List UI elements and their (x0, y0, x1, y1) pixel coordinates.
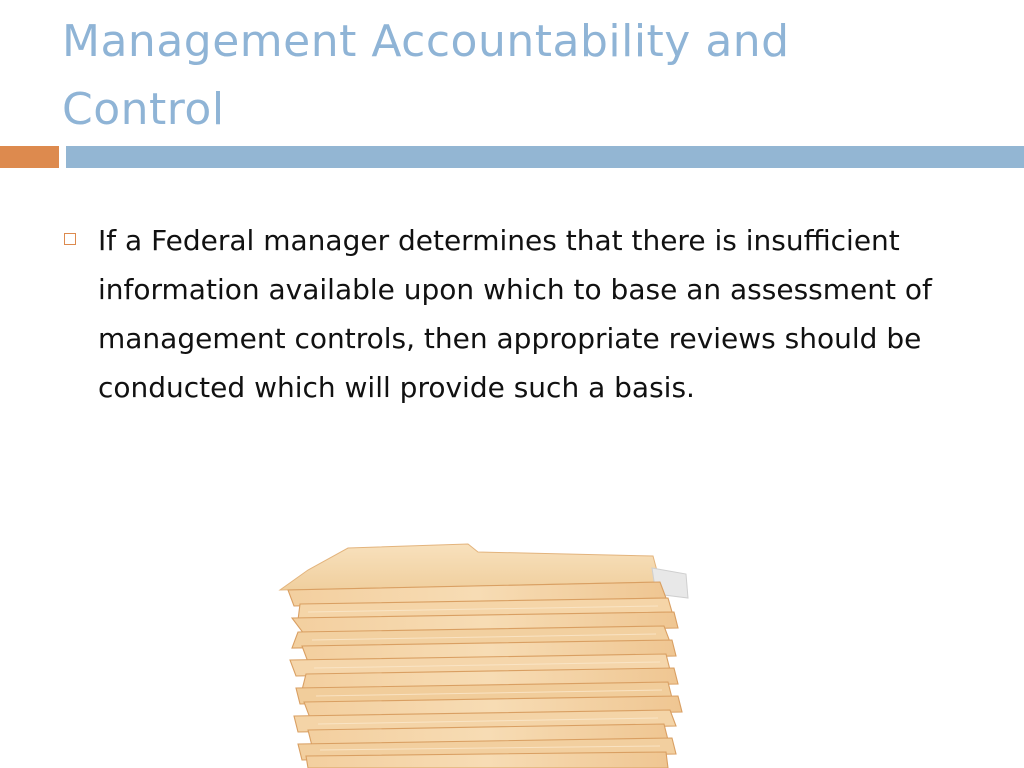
slide-title: Management Accountability and Control (62, 16, 790, 135)
square-bullet-icon (64, 233, 76, 245)
bullet-item (62, 216, 962, 412)
accent-bar-blue (66, 146, 1024, 168)
accent-bar-orange (0, 146, 59, 168)
file-folders-stack-image (268, 540, 698, 768)
bullet-text: If a Federal manager determines that there is insufficient information available upon which to base an assessment of management controls, then appropriate reviews should be conducted which will provide such a basis. (98, 224, 932, 404)
slide-content (62, 216, 962, 412)
